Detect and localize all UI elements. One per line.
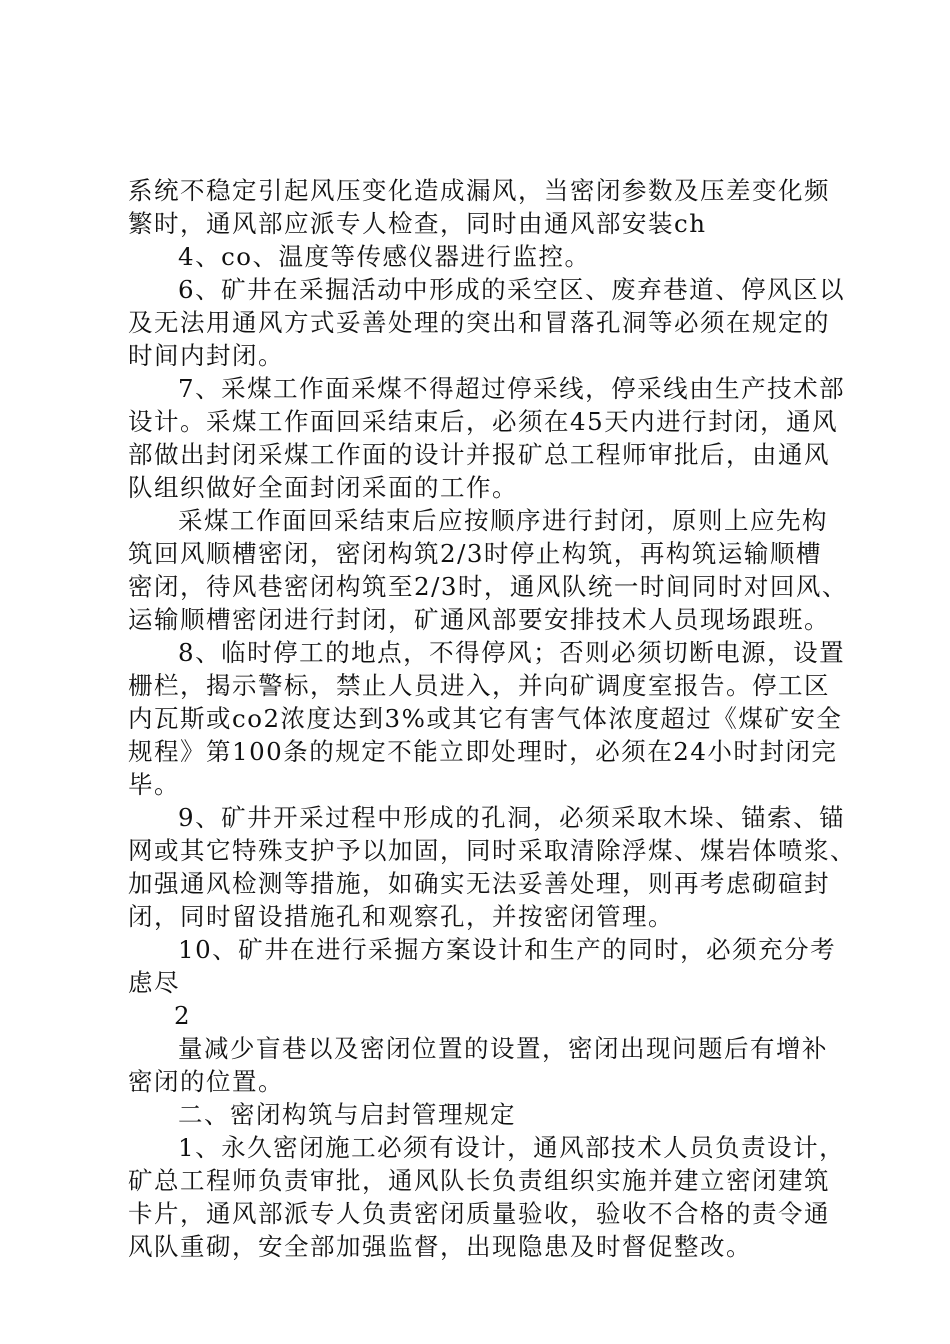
text-line: 设计。采煤工作面回采结束后，必须在45天内进行封闭，通风 xyxy=(128,407,839,436)
text-line: 系统不稳定引起风压变化造成漏风，当密闭参数及压差变化频 xyxy=(128,176,830,205)
text-line: 闭，同时留设措施孔和观察孔，并按密闭管理。 xyxy=(128,902,674,931)
text-line: 风队重砌，安全部加强监督，出现隐患及时督促整改。 xyxy=(128,1232,752,1261)
text-line: 栅栏，揭示警标，禁止人员进入，并向矿调度室报告。停工区 xyxy=(128,671,830,700)
text-line: 内瓦斯或co2浓度达到3%或其它有害气体浓度超过《煤矿安全 xyxy=(128,704,843,733)
text-line: 时间内封闭。 xyxy=(128,341,284,370)
text-line: 密闭的位置。 xyxy=(128,1067,284,1096)
text-line: 虑尽 xyxy=(128,968,180,997)
text-line: 采煤工作面回采结束后应按顺序进行封闭，原则上应先构 xyxy=(178,506,828,535)
text-line: 繁时，通风部应派专人检查，同时由通风部安装ch xyxy=(128,209,707,238)
text-line: 部做出封闭采煤工作面的设计并报矿总工程师审批后，由通风 xyxy=(128,440,830,469)
text-line: 矿总工程师负责审批，通风队长负责组织实施并建立密闭建筑 xyxy=(128,1166,830,1195)
text-line: 队组织做好全面封闭采面的工作。 xyxy=(128,473,518,502)
text-line: 密闭，待风巷密闭构筑至2/3时，通风队统一时间同时对回风、 xyxy=(128,572,848,601)
text-line: 10、矿井在进行采掘方案设计和生产的同时，必须充分考 xyxy=(178,935,837,964)
document-body xyxy=(128,174,856,1263)
section-heading: 二、密闭构筑与启封管理规定 xyxy=(178,1100,516,1129)
text-line: 卡片，通风部派专人负责密闭质量验收，验收不合格的责令通 xyxy=(128,1199,830,1228)
text-line: 筑回风顺槽密闭，密闭构筑2/3时停止构筑，再构筑运输顺槽 xyxy=(128,539,822,568)
text-line: 运输顺槽密闭进行封闭，矿通风部要安排技术人员现场跟班。 xyxy=(128,605,830,634)
text-line: 1、永久密闭施工必须有设计，通风部技术人员负责设计， xyxy=(178,1133,846,1162)
page-number: 2 xyxy=(174,1001,192,1030)
text-line: 网或其它特殊支护予以加固，同时采取清除浮煤、煤岩体喷浆、 xyxy=(128,836,856,865)
text-line: 7、采煤工作面采煤不得超过停采线，停采线由生产技术部 xyxy=(178,374,846,403)
text-line: 及无法用通风方式妥善处理的突出和冒落孔洞等必须在规定的 xyxy=(128,308,830,337)
text-line: 9、矿井开采过程中形成的孔洞，必须采取木垛、锚索、锚 xyxy=(178,803,846,832)
text-line: 规程》第100条的规定不能立即处理时，必须在24小时封闭完 xyxy=(128,737,838,766)
text-line: 6、矿井在采掘活动中形成的采空区、废弃巷道、停风区以 xyxy=(178,275,846,304)
text-line: 8、临时停工的地点，不得停风；否则必须切断电源，设置 xyxy=(178,638,846,667)
text-line: 毕。 xyxy=(128,770,180,799)
text-line: 加强通风检测等措施，如确实无法妥善处理，则再考虑砌碹封 xyxy=(128,869,830,898)
text-line: 量减少盲巷以及密闭位置的设置，密闭出现问题后有增补 xyxy=(178,1034,828,1063)
text-line: 4、co、温度等传感仪器进行监控。 xyxy=(178,242,591,271)
